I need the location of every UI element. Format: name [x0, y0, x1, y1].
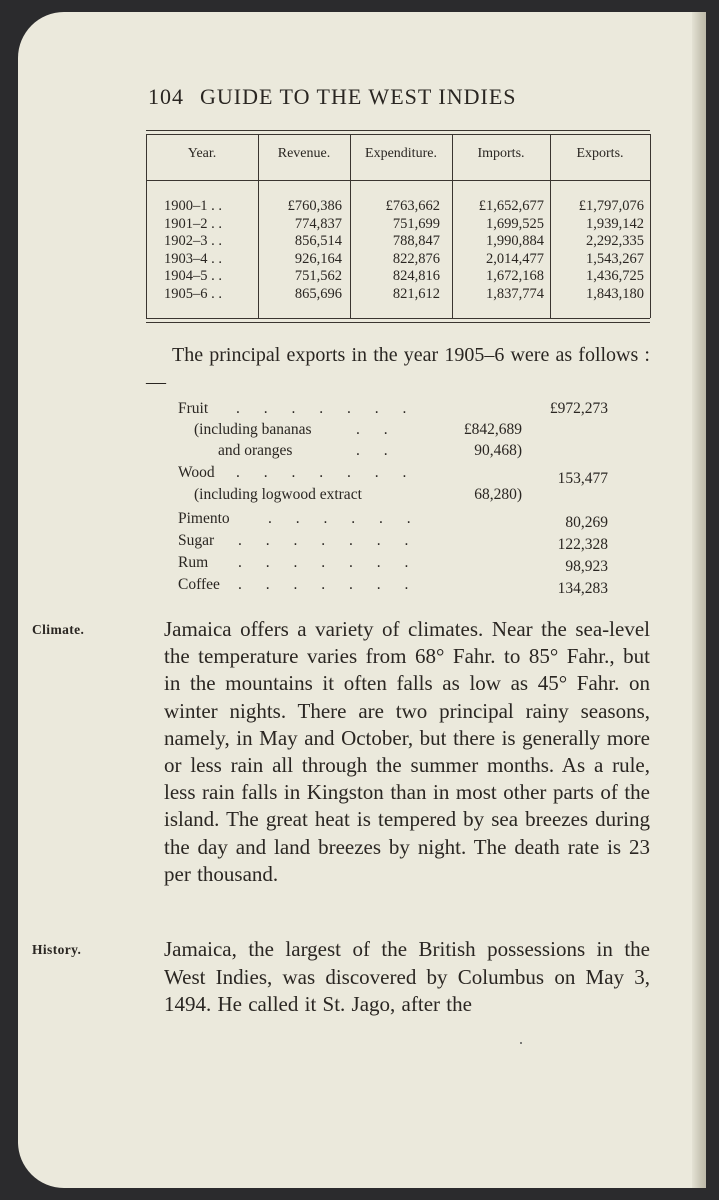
export-amount: 153,477	[557, 470, 608, 487]
export-sublabel: (including bananas	[194, 421, 312, 438]
export-label: Rum	[178, 554, 209, 571]
table-cell-revenue: 751,562	[294, 268, 342, 284]
page-speck	[520, 1042, 522, 1044]
table-cell-expenditure: £763,662	[385, 198, 440, 214]
table-cell-imports: 1,837,774	[486, 285, 544, 302]
table-cell-revenue: 774,837	[294, 215, 342, 232]
table-cell-exports: 1,939,142	[586, 215, 644, 232]
history-paragraph	[164, 936, 650, 1019]
leader-dots: . . . . . . .	[238, 576, 419, 593]
table-cell-exports: 1,543,267	[586, 250, 644, 267]
leader-dots: . . . . . . .	[238, 532, 419, 549]
table-cell-year: 1902–3 . .	[164, 233, 222, 249]
imports-column	[456, 198, 544, 303]
export-sublabel: (including logwood extract	[194, 486, 362, 503]
table-cell-year: 1903–4 . .	[164, 250, 222, 267]
revenue-column	[264, 198, 342, 303]
table-cell-imports: 1,699,525	[486, 215, 544, 232]
list-item	[178, 442, 608, 464]
list-item	[178, 400, 608, 422]
list-item	[178, 532, 608, 554]
leader-dots: . .	[356, 421, 398, 438]
table-cell-revenue: 865,696	[294, 285, 342, 302]
table-cell-year: 1900–1 . .	[164, 198, 222, 214]
table-cell-imports: 1,672,168	[486, 268, 544, 284]
export-amount: 134,283	[557, 580, 608, 597]
table-cell-imports: 2,014,477	[486, 250, 544, 267]
leader-dots: . . . . . . .	[238, 554, 419, 571]
table-cell-imports: 1,990,884	[486, 233, 544, 249]
history-text: Jamaica, the largest of the British possessions in the West Indies, was discovered by Columbus on May 3, 1494. He called it St. Jago, after the	[164, 937, 650, 1016]
export-label: Sugar	[178, 532, 215, 549]
list-item	[178, 464, 608, 486]
table-rule-top-inner	[146, 134, 650, 135]
running-header	[148, 84, 618, 110]
list-item	[178, 510, 608, 532]
climate-text: Jamaica offers a variety of climates. Near the sea-level the temperature varies from 68° Fahr. to 85° Fahr., but in the mountains it often falls as low as 45° Fahr. on winter nights. There are two principal rainy seasons, namely, in May and October, but there is generally more or less rain all through the summer months. As a rule, less rain falls in Kingston than in most other parts of the island. The great heat is tempered by sea breezes during the day and land breezes by night. The death rate is 23 per thousand.	[164, 617, 650, 886]
exports-column	[554, 198, 644, 303]
list-item	[178, 421, 608, 443]
page-spine	[692, 12, 706, 1188]
table-cell-imports: £1,652,677	[478, 198, 544, 214]
table-rule-header	[146, 180, 650, 181]
export-amount: 80,269	[565, 514, 608, 531]
table-cell-year: 1901–2 . .	[164, 215, 222, 232]
table-cell-exports: 1,843,180	[586, 285, 644, 302]
export-label: Wood	[178, 464, 215, 481]
leader-dots: . . . . . . .	[236, 464, 417, 481]
page-number: 104	[148, 84, 184, 109]
export-amount: 122,328	[557, 536, 608, 553]
leader-dots: . . . . . . .	[236, 400, 417, 417]
column-header-year: Year.	[187, 146, 217, 161]
expenditure-column	[356, 198, 440, 303]
table-cell-expenditure: 821,612	[392, 285, 440, 302]
leader-dots: . . . . . .	[268, 510, 421, 527]
list-item	[178, 486, 608, 508]
list-item	[178, 576, 608, 598]
export-amount: £972,273	[549, 400, 608, 417]
table-cell-expenditure: 788,847	[392, 233, 440, 249]
finance-table	[146, 130, 650, 320]
export-subamount: 68,280)	[474, 486, 522, 503]
list-item	[178, 554, 608, 576]
table-rule-top	[146, 130, 650, 131]
table-cell-expenditure: 824,816	[392, 268, 440, 284]
export-label: Pimento	[178, 510, 230, 527]
export-label: Coffee	[178, 576, 220, 593]
column-header-expenditure: Expenditure.	[365, 146, 437, 161]
exports-intro	[146, 342, 650, 395]
table-cell-year: 1904–5 . .	[164, 268, 222, 284]
sidenote-history: History.	[32, 942, 82, 957]
column-header-imports: Imports.	[477, 146, 525, 161]
climate-paragraph	[164, 616, 650, 888]
table-cell-exports: 1,436,725	[586, 268, 644, 284]
export-label: Fruit	[178, 400, 209, 417]
year-column	[164, 198, 222, 303]
export-subamount: 90,468)	[474, 442, 522, 459]
export-subamount: £842,689	[463, 421, 522, 438]
sidenote-climate: Climate.	[32, 622, 85, 637]
column-header-revenue: Revenue.	[277, 146, 331, 161]
column-header-exports: Exports.	[576, 146, 624, 161]
table-cell-revenue: 856,514	[294, 233, 342, 249]
running-title: GUIDE TO THE WEST INDIES	[200, 84, 517, 109]
table-cell-revenue: £760,386	[287, 198, 342, 214]
table-rule-bottom-outer	[146, 322, 650, 323]
book-page	[18, 12, 706, 1188]
table-cell-exports: 2,292,335	[586, 233, 644, 249]
export-amount: 98,923	[565, 558, 608, 575]
table-cell-expenditure: 751,699	[392, 215, 440, 232]
export-sublabel: and oranges	[218, 442, 293, 459]
table-cell-expenditure: 822,876	[392, 250, 440, 267]
leader-dots: . .	[356, 442, 398, 459]
intro-text: The principal exports in the year 1905–6 were as follows :—	[146, 344, 650, 393]
table-rule-bottom	[146, 318, 650, 319]
table-cell-exports: £1,797,076	[578, 198, 644, 214]
table-cell-year: 1905–6 . .	[164, 285, 222, 302]
table-border-right	[650, 134, 651, 318]
table-cell-revenue: 926,164	[294, 250, 342, 267]
